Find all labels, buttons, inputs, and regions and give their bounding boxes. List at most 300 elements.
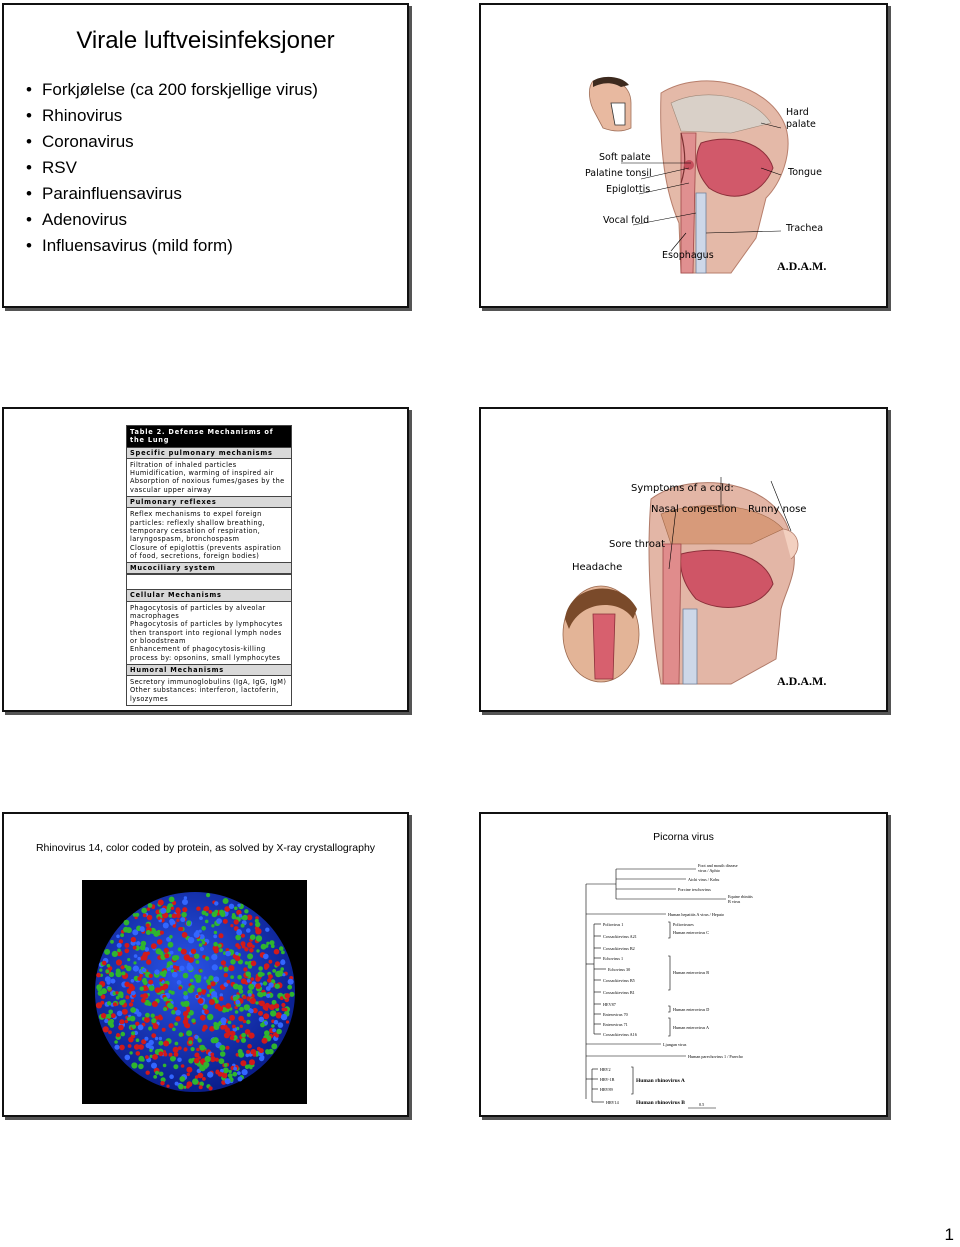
capsid-atom [164, 948, 169, 953]
capsid-atom [169, 1074, 174, 1079]
capsid-atom [161, 990, 164, 993]
capsid-atom [117, 1011, 123, 1017]
capsid-atom [224, 973, 228, 977]
capsid-atom [179, 966, 184, 971]
capsid-atom [144, 1037, 148, 1041]
capsid-atom [211, 991, 217, 997]
capsid-atom [179, 1032, 184, 1037]
capsid-atom [249, 948, 254, 953]
capsid-atom [104, 949, 110, 955]
capsid-atom [274, 1020, 279, 1025]
label-epiglottis: Epiglottis [606, 184, 651, 195]
capsid-atom [241, 1033, 246, 1038]
capsid-atom [149, 1040, 154, 1045]
label-esophagus: Esophagus [662, 250, 714, 261]
tree-label: virus / Aphto [698, 868, 720, 873]
capsid-atom [196, 995, 199, 998]
capsid-atom [200, 969, 203, 972]
capsid-atom [237, 904, 240, 907]
capsid-atom [235, 956, 241, 962]
capsid-atom [171, 907, 174, 910]
capsid-atom [190, 979, 194, 983]
capsid-atom [226, 1046, 230, 1050]
capsid-atom [223, 919, 228, 924]
capsid-atom [263, 981, 267, 985]
capsid-atom [253, 1053, 257, 1057]
capsid-atom [168, 942, 174, 948]
capsid-atom [133, 946, 137, 950]
capsid-atom [199, 916, 203, 920]
capsid-atom [130, 1016, 136, 1022]
capsid-atom [140, 945, 146, 951]
capsid-atom [186, 1067, 192, 1073]
capsid-atom [247, 979, 251, 983]
capsid-atom [242, 1069, 248, 1075]
capsid-atom [246, 1020, 250, 1024]
capsid-atom [129, 1002, 133, 1006]
capsid-atom [131, 1062, 137, 1068]
capsid-atom [225, 1027, 230, 1032]
table-section-body: Filtration of inhaled particles Humidification, warming of inspired air Absorption of noxious fumes/gases by the vascular upper airway [130, 460, 285, 494]
capsid-atom [199, 943, 203, 947]
capsid-atom [180, 917, 185, 922]
capsid-atom [258, 1011, 263, 1016]
capsid-atom [214, 949, 219, 954]
capsid-atom [130, 1007, 136, 1013]
capsid-atom [278, 1022, 284, 1028]
capsid-atom [132, 1025, 137, 1030]
capsid-atom [163, 1007, 167, 1011]
capsid-atom [124, 920, 130, 926]
label-headache: Headache [572, 562, 623, 573]
capsid-atom [102, 961, 107, 966]
capsid-atom [116, 935, 120, 939]
capsid-atom [172, 972, 178, 978]
capsid-atom [220, 1051, 226, 1057]
capsid-atom [205, 1056, 211, 1062]
capsid-atom [110, 940, 114, 944]
capsid-atom [224, 1063, 228, 1067]
capsid-atom [205, 920, 209, 924]
capsid-atom [187, 1073, 190, 1076]
capsid-atom [119, 1019, 124, 1024]
capsid-atom [211, 954, 217, 960]
capsid-atom [264, 1030, 270, 1036]
capsid-atom [188, 1058, 193, 1063]
slide-2 [479, 3, 888, 308]
capsid-atom [181, 912, 187, 918]
capsid-atom [279, 946, 284, 951]
capsid-atom [179, 927, 183, 931]
tree-label: Human rhinovirus A [636, 1078, 685, 1084]
table-section-body: Secretory immunoglobulins (IgA, IgG, IgM) Other substances: interferon, lactoferin, lysozymes [130, 678, 287, 703]
capsid-atom [281, 1014, 287, 1020]
capsid-atom [247, 953, 253, 959]
capsid-atom [258, 992, 263, 997]
capsid-atom [181, 1064, 185, 1068]
slide-title: Virale luftveisinfeksjoner [76, 27, 335, 54]
capsid-atom [98, 991, 103, 996]
capsid-atom [192, 1078, 198, 1084]
capsid-atom [163, 1053, 167, 1057]
scale-label: 0.5 [699, 1102, 705, 1107]
capsid-atom [274, 1003, 279, 1008]
capsid-atom [170, 965, 173, 968]
capsid-atom [183, 973, 189, 979]
capsid-atom [255, 977, 260, 982]
capsid-atom [147, 915, 153, 921]
capsid-atom [229, 1015, 235, 1021]
capsid-atom [229, 904, 234, 909]
list-item: • RSV [26, 158, 77, 177]
capsid-atom [124, 943, 129, 948]
capsid-atom [143, 914, 147, 918]
capsid-atom [188, 1040, 192, 1044]
capsid-atom [238, 1016, 244, 1022]
capsid-atom [235, 1000, 240, 1005]
capsid-atom [203, 1062, 209, 1068]
page-number: 1 [944, 1225, 954, 1244]
capsid-atom [159, 1072, 164, 1077]
label-tongue: Tongue [788, 167, 822, 178]
tree-label: Echovirus 30 [608, 967, 631, 972]
capsid-atom [256, 949, 259, 952]
capsid-atom [275, 971, 281, 977]
capsid-atom [241, 934, 245, 938]
tree-label: Echovirus 1 [603, 956, 624, 961]
capsid-atom [213, 935, 217, 939]
capsid-atom [260, 1055, 264, 1059]
capsid-atom [276, 1029, 282, 1035]
capsid-atom [123, 927, 129, 933]
capsid-atom [194, 954, 199, 959]
bullet-list [26, 77, 318, 259]
capsid-atom [124, 982, 129, 987]
capsid-atom [200, 1015, 206, 1021]
capsid-atom [281, 1003, 285, 1007]
capsid-atom [235, 1010, 239, 1014]
capsid-atom [125, 1055, 131, 1061]
capsid-atom [246, 1050, 250, 1054]
capsid-atom [163, 984, 169, 990]
capsid-atom [120, 933, 124, 937]
capsid-atom [269, 960, 273, 964]
capsid-atom [223, 898, 229, 904]
slide-caption: Rhinovirus 14, color coded by protein, as solved by X-ray crystallography [35, 842, 376, 854]
capsid-atom [263, 954, 269, 960]
tree-label: HRV14 [606, 1100, 619, 1105]
capsid-atom [163, 1041, 169, 1047]
cold-symptoms-illustration [551, 469, 816, 689]
capsid-atom [191, 1047, 195, 1051]
capsid-atom [191, 1019, 195, 1023]
capsid-atom [205, 956, 209, 960]
slide-4 [479, 407, 888, 712]
tree-label: Human enterovirus B [673, 970, 710, 975]
capsid-atom [263, 1006, 267, 1010]
capsid-atom [172, 955, 178, 961]
capsid-atom [176, 913, 181, 918]
tree-label: HEV87 [603, 1002, 616, 1007]
list-item: • Coronavirus [26, 132, 134, 151]
capsid-atom [145, 1055, 149, 1059]
capsid-atom [155, 1071, 159, 1075]
capsid-atom [219, 966, 223, 970]
tree-label: Human enterovirus D [673, 1007, 710, 1012]
tree-label: Enterovirus 70 [603, 1012, 628, 1017]
capsid-atom [240, 1060, 246, 1066]
label-palate: palate [786, 119, 816, 130]
capsid-atom [154, 969, 159, 974]
capsid-atom [141, 908, 147, 914]
capsid-atom [125, 995, 129, 999]
capsid-atom [248, 984, 254, 990]
capsid-atom [211, 1038, 216, 1043]
capsid-atom [219, 910, 225, 916]
capsid-atom [249, 922, 252, 925]
capsid-atom [153, 1075, 157, 1079]
capsid-atom [257, 1047, 261, 1051]
capsid-atom [212, 964, 218, 970]
capsid-atom [229, 1070, 232, 1073]
capsid-atom [129, 986, 134, 991]
capsid-atom [108, 1010, 113, 1015]
list-item: • Adenovirus [26, 210, 128, 229]
capsid-atom [230, 1036, 235, 1041]
capsid-atom [206, 893, 210, 897]
capsid-atom [282, 973, 285, 976]
capsid-atom [164, 953, 169, 958]
table-section-header: Mucociliary system [127, 562, 291, 574]
capsid-atom [241, 978, 247, 984]
capsid-atom [237, 1071, 241, 1075]
slide-title: Picorna virus [653, 831, 714, 843]
capsid-atom [160, 908, 166, 914]
capsid-atom [142, 955, 146, 959]
capsid-atom [146, 923, 150, 927]
capsid-atom [207, 1072, 213, 1078]
capsid-atom [152, 1054, 158, 1060]
capsid-atom [108, 1020, 114, 1026]
label-hard: Hard [786, 107, 809, 118]
capsid-atom [207, 1014, 213, 1020]
capsid-atom [149, 985, 155, 991]
capsid-atom [107, 987, 111, 991]
capsid-atom [96, 984, 102, 990]
capsid-atom [208, 910, 212, 914]
capsid-atom [265, 1049, 269, 1053]
capsid-atom [259, 1017, 264, 1022]
table-section-header: Cellular Mechanisms [127, 589, 291, 601]
capsid-atom [115, 971, 121, 977]
capsid-atom [107, 1001, 111, 1005]
capsid-atom [159, 979, 162, 982]
list-item: • Rhinovirus [26, 106, 123, 125]
capsid-atom [224, 967, 229, 972]
tree-label: Ljungan virus [663, 1042, 687, 1047]
capsid-atom [131, 1031, 135, 1035]
capsid-atom [163, 997, 168, 1002]
capsid-atom [203, 907, 207, 911]
tree-label: Human rhinovirus B [636, 1100, 685, 1106]
capsid-atom [151, 1014, 155, 1018]
capsid-atom [119, 1000, 124, 1005]
capsid-atom [228, 1021, 232, 1025]
capsid-atom [245, 972, 249, 976]
capsid-atom [224, 1033, 230, 1039]
tree-label: HRV2 [600, 1067, 611, 1072]
capsid-atom [255, 983, 261, 989]
tree-label: Aichi virus / Kobu [688, 877, 720, 882]
capsid-atom [230, 959, 235, 964]
capsid-atom [133, 913, 137, 917]
capsid-atom [118, 1025, 124, 1031]
capsid-atom [177, 980, 182, 985]
capsid-atom [230, 1031, 236, 1037]
capsid-atom [169, 1053, 173, 1057]
capsid-atom [203, 1004, 208, 1009]
capsid-atom [140, 987, 144, 991]
capsid-atom [236, 1039, 240, 1043]
capsid-atom [281, 959, 285, 963]
capsid-atom [175, 1016, 180, 1021]
capsid-atom [194, 974, 198, 978]
capsid-atom [240, 1025, 243, 1028]
capsid-atom [236, 930, 242, 936]
adam-logo: A.D.A.M. [777, 674, 827, 688]
label-vocal-fold: Vocal fold [603, 215, 650, 226]
capsid-atom [133, 961, 136, 964]
capsid-atom [239, 914, 243, 918]
capsid-atom [285, 993, 291, 999]
capsid-atom [140, 928, 145, 933]
capsid-atom [137, 977, 141, 981]
capsid-atom [176, 919, 179, 922]
capsid-atom [148, 980, 153, 985]
capsid-atom [182, 899, 188, 905]
capsid-atom [275, 1034, 279, 1038]
capsid-atom [174, 1052, 179, 1057]
capsid-atom [198, 992, 202, 996]
capsid-atom [216, 918, 222, 924]
capsid-atom [169, 1023, 174, 1028]
capsid-atom [141, 1058, 144, 1061]
capsid-atom [235, 935, 241, 941]
capsid-atom [209, 1086, 213, 1090]
capsid-atom [108, 1030, 112, 1034]
capsid-atom [114, 1040, 118, 1044]
capsid-atom [100, 1001, 104, 1005]
capsid-atom [181, 949, 187, 955]
capsid-atom [183, 1019, 189, 1025]
capsid-atom [187, 1081, 193, 1087]
capsid-atom [182, 907, 187, 912]
capsid-atom [199, 1085, 203, 1089]
capsid-atom [247, 942, 253, 948]
capsid-atom [272, 1028, 276, 1032]
capsid-atom [128, 1037, 134, 1043]
capsid-atom [263, 1013, 269, 1019]
capsid-atom [198, 1073, 204, 1079]
capsid-atom [175, 1010, 181, 1016]
capsid-atom [238, 1052, 244, 1058]
capsid-atom [115, 991, 118, 994]
capsid-atom [222, 1073, 228, 1079]
capsid-atom [110, 979, 115, 984]
capsid-atom [151, 1033, 156, 1038]
capsid-atom [101, 1013, 106, 1018]
tree-label: Poliovirus 1 [603, 922, 624, 927]
capsid-atom [159, 1051, 164, 1056]
capsid-atom [173, 1064, 178, 1069]
capsid-atom [218, 1072, 223, 1077]
tree-label: Foot and mouth disease [698, 863, 738, 868]
capsid-atom [262, 1038, 268, 1044]
capsid-atom [134, 954, 138, 958]
capsid-atom [271, 1043, 277, 1049]
capsid-atom [198, 998, 204, 1004]
capsid-atom [245, 1053, 249, 1057]
capsid-atom [183, 1047, 187, 1051]
tree-label: Human parechovirus 1 / Parecho [688, 1054, 743, 1059]
capsid-atom [213, 1024, 219, 1030]
capsid-atom [232, 913, 235, 916]
table-section-header: Pulmonary reflexes [127, 496, 291, 508]
capsid-atom [237, 975, 242, 980]
list-item: • Parainfluensavirus [26, 184, 182, 203]
capsid-atom [241, 1038, 246, 1043]
rhinovirus-image [82, 880, 307, 1104]
capsid-atom [234, 907, 238, 911]
capsid-atom [239, 1007, 244, 1012]
tree-label: Equine rhinitis [728, 894, 753, 899]
capsid-atom [128, 1044, 132, 1048]
capsid-atom [131, 999, 134, 1002]
capsid-atom [234, 919, 239, 924]
capsid-atom [227, 980, 231, 984]
slide-1 [2, 3, 409, 308]
capsid-atom [168, 990, 172, 994]
capsid-atom [133, 966, 139, 972]
capsid-atom [271, 1024, 275, 1028]
capsid-atom [235, 952, 239, 956]
capsid-atom [113, 1002, 117, 1006]
capsid-atom [200, 947, 204, 951]
capsid-atom [151, 1018, 156, 1023]
capsid-atom [181, 1001, 185, 1005]
tree-label: B virus [728, 899, 741, 904]
capsid-atom [233, 1067, 237, 1071]
capsid-atom [247, 1044, 252, 1049]
capsid-atom [274, 949, 280, 955]
capsid-atom [129, 1051, 132, 1054]
capsid-atom [230, 924, 233, 927]
capsid-atom [232, 1025, 236, 1029]
capsid-atom [187, 1015, 190, 1018]
capsid-atom [195, 1053, 200, 1058]
capsid-atom [169, 897, 175, 903]
capsid-atom [162, 1028, 166, 1032]
capsid-atom [249, 1059, 255, 1065]
capsid-atom [270, 1010, 276, 1016]
capsid-atom [280, 967, 284, 971]
capsid-atom [136, 941, 140, 945]
capsid-atom [188, 937, 194, 943]
capsid-atom [122, 971, 126, 975]
capsid-atom [188, 987, 194, 993]
capsid-atom [206, 979, 210, 983]
capsid-atom [186, 1009, 190, 1013]
